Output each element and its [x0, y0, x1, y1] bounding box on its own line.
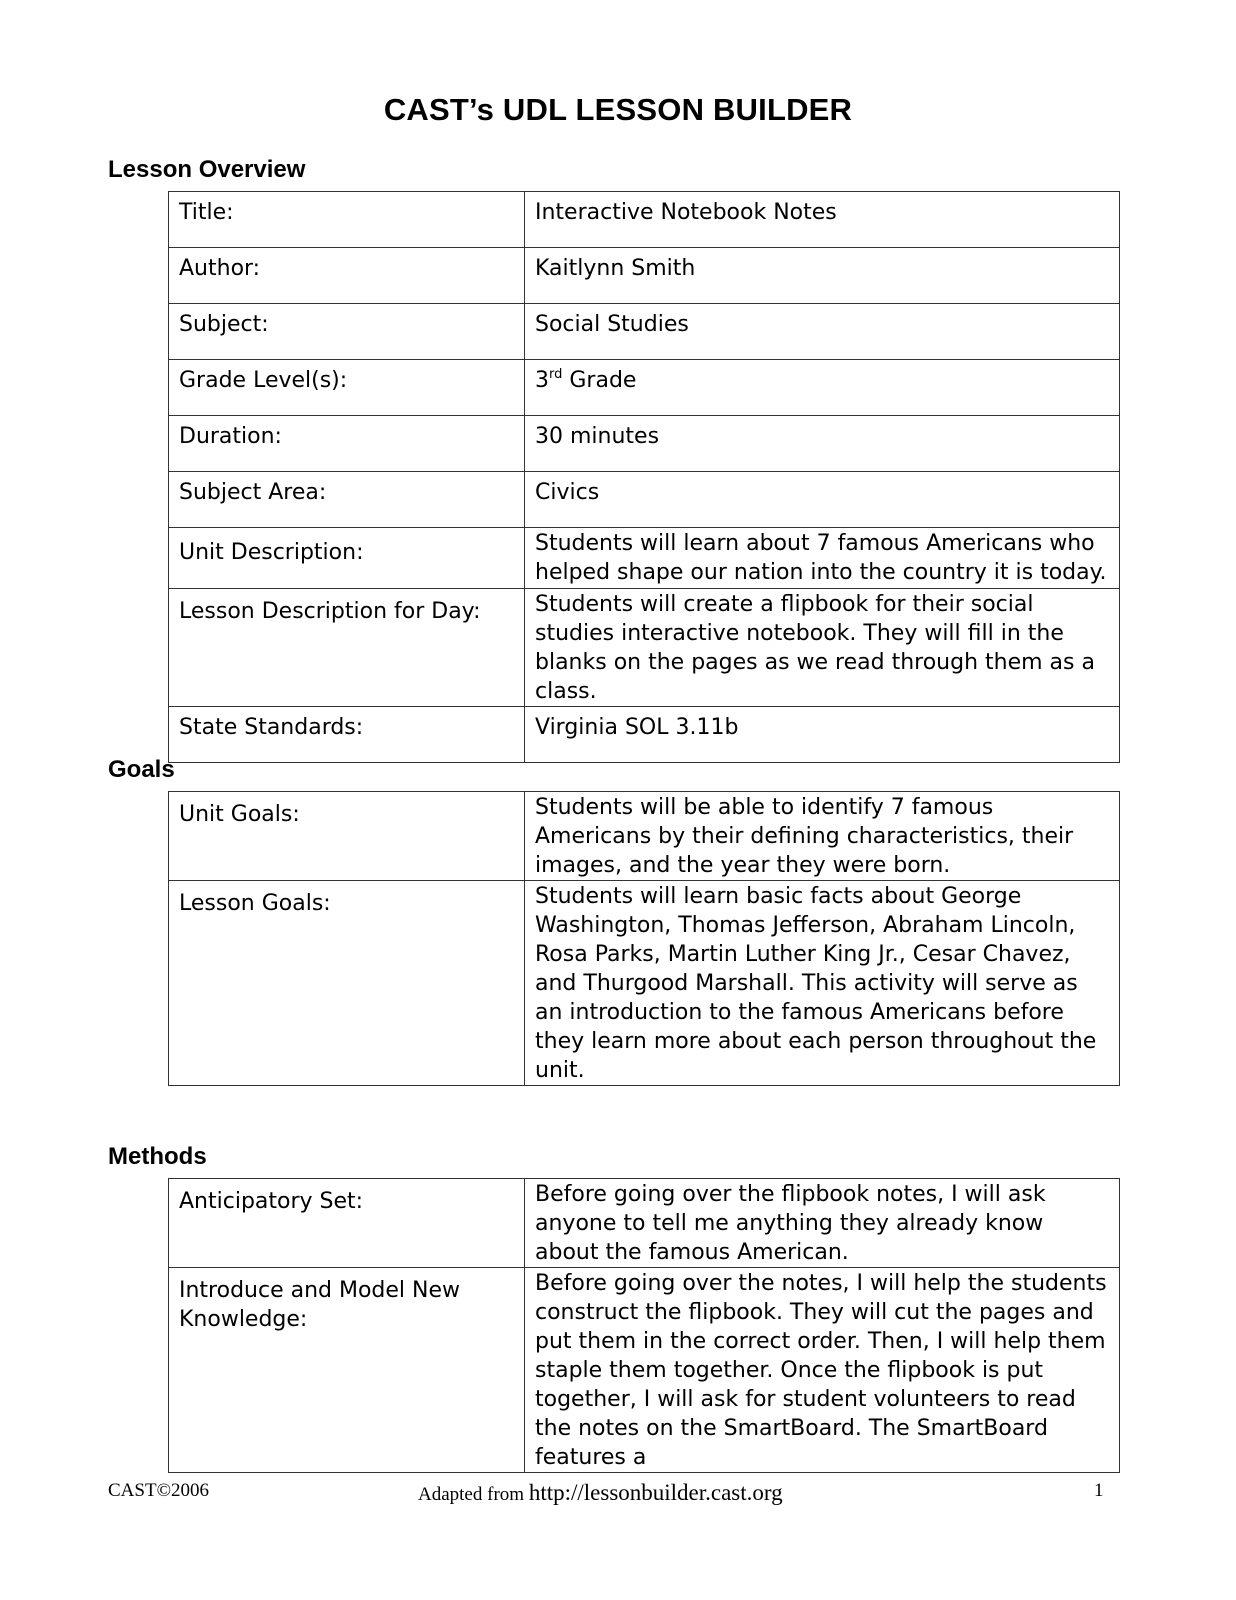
table-row: [169, 192, 1120, 248]
table-row: [169, 707, 1120, 763]
row-value: Civics: [525, 472, 1120, 528]
grade-word: Grade: [562, 368, 637, 393]
goals-table: [168, 791, 1120, 1086]
table-row: [169, 1268, 1120, 1473]
table-row: [169, 528, 1120, 589]
row-label: Lesson Goals:: [169, 881, 525, 1086]
methods-table: [168, 1178, 1120, 1473]
row-value: Before going over the notes, I will help the students construct the flipbook. They will cut the pages and put them in the correct order. Then, I will help them staple them together. Once the flipbook is put together, I will ask for student volunteers to read the notes on the SmartBoard. The SmartBoard features a: [525, 1268, 1120, 1473]
row-value: Social Studies: [525, 304, 1120, 360]
footer-url: http://lessonbuilder.cast.org: [528, 1480, 783, 1505]
row-label: Unit Description:: [169, 528, 525, 589]
table-row: [169, 1179, 1120, 1268]
table-row: [169, 416, 1120, 472]
row-value: 30 minutes: [525, 416, 1120, 472]
row-value: Students will learn basic facts about George Washington, Thomas Jefferson, Abraham Lincoln, Rosa Parks, Martin Luther King Jr., Cesar Chavez, and Thurgood Marshall. This activity will serve as an introduction to the famous Americans before they learn more about each person throughout the unit.: [525, 881, 1120, 1086]
grade-ordinal-suffix: rd: [549, 367, 563, 382]
row-label: State Standards:: [169, 707, 525, 763]
row-label: Subject:: [169, 304, 525, 360]
row-value: Students will be able to identify 7 famous Americans by their defining characteristics, their images, and the year they were born.: [525, 792, 1120, 881]
row-label: Title:: [169, 192, 525, 248]
row-label: Subject Area:: [169, 472, 525, 528]
table-row: [169, 792, 1120, 881]
footer-copyright: CAST©2006: [108, 1480, 210, 1501]
grade-number: 3: [535, 368, 549, 393]
row-label: Duration:: [169, 416, 525, 472]
row-label: Grade Level(s):: [169, 360, 525, 416]
section-heading-goals: Goals: [108, 756, 175, 783]
footer-page-number: 1: [1094, 1480, 1104, 1501]
table-row: [169, 881, 1120, 1086]
table-row: [169, 589, 1120, 707]
row-label: Anticipatory Set:: [169, 1179, 525, 1268]
row-value: Interactive Notebook Notes: [525, 192, 1120, 248]
row-value: Students will create a flipbook for their social studies interactive notebook. They will fill in the blanks on the pages as we read through them as a class.: [525, 589, 1120, 707]
document-title: CAST’s UDL LESSON BUILDER: [383, 92, 853, 127]
row-label: Lesson Description for Day:: [169, 589, 525, 707]
row-value: Before going over the flipbook notes, I will ask anyone to tell me anything they already know about the famous American.: [525, 1179, 1120, 1268]
table-row: [169, 304, 1120, 360]
table-row: [169, 472, 1120, 528]
row-label: Author:: [169, 248, 525, 304]
row-label: Unit Goals:: [169, 792, 525, 881]
lesson-overview-table: [168, 191, 1120, 763]
table-row: [169, 360, 1120, 416]
row-value: [525, 360, 1120, 416]
section-heading-lesson-overview: Lesson Overview: [108, 156, 306, 183]
row-value: Students will learn about 7 famous Americans who helped shape our nation into the country it is today.: [525, 528, 1120, 589]
row-label: Introduce and Model New Knowledge:: [169, 1268, 525, 1473]
section-heading-methods: Methods: [108, 1143, 207, 1170]
row-value: Virginia SOL 3.11b: [525, 707, 1120, 763]
row-value: Kaitlynn Smith: [525, 248, 1120, 304]
table-row: [169, 248, 1120, 304]
footer-adapted: [418, 1480, 783, 1506]
footer-adapted-prefix: Adapted from: [418, 1484, 529, 1505]
